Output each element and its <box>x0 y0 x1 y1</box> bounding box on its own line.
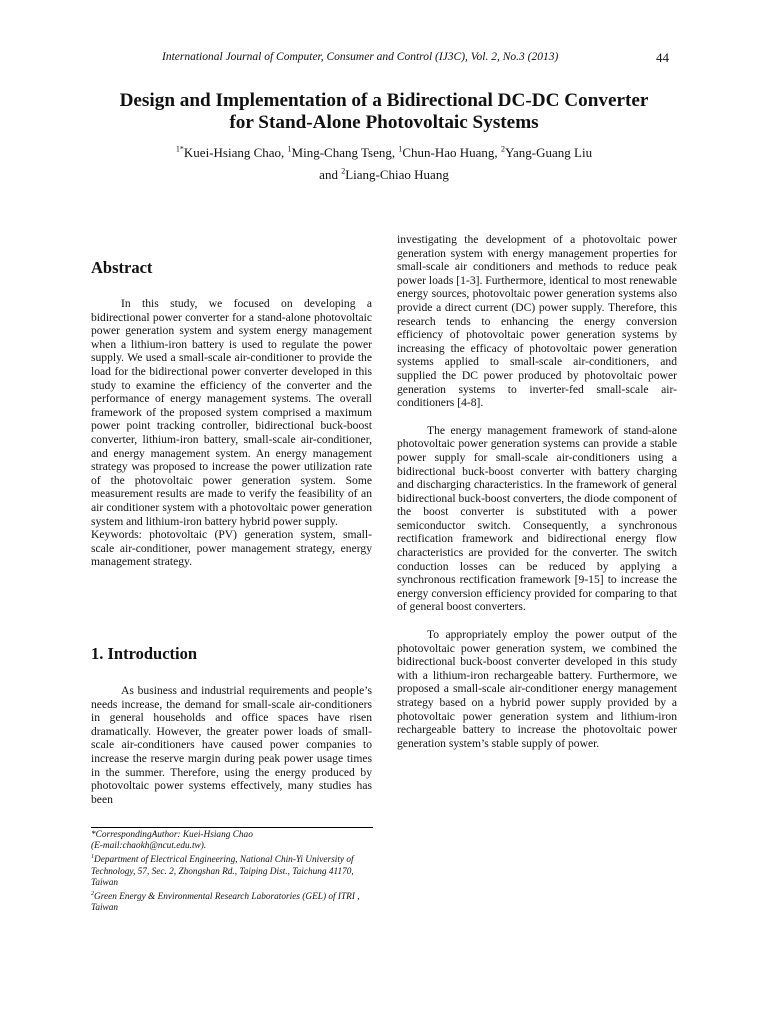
author-affiliation-mark: 2 <box>500 144 505 154</box>
author-affiliation-mark: 2 <box>341 166 346 176</box>
affiliation-text: Green Energy & Environmental Research Laboratories (GEL) of ITRI , Taiwan <box>91 892 360 914</box>
introduction-paragraph: The energy management framework of stand-alone photovoltaic power generation systems can provide a stable power supply for small-scale air-conditioners using a bidirectional buck-boost converter with battery charging and discharging characteristics. In the framework of general bidirectional buck-boost converters, the diode component of the boost converter is substituted with a power semiconductor switch. Consequently, a synchronous rectification framework and bidirectional energy flow characteristics are provided for the converter. The switch conduction losses can be reduced by applying a synchronous rectification framework [9-15] to increase the energy conversion efficiency provided for comparing to that of general boost converters. <box>397 423 677 614</box>
author-affiliation-mark: 1 <box>398 144 403 154</box>
introduction-right-column <box>397 233 677 750</box>
affiliation-2 <box>91 889 381 915</box>
title-line-1: Design and Implementation of a Bidirectional DC-DC Converter <box>119 90 649 111</box>
author-affiliation-mark: 1* <box>175 144 184 154</box>
affiliation-mark: 2 <box>91 891 94 898</box>
corresponding-author-email: (E-mail:chaokh@ncut.edu.tw). <box>91 841 207 852</box>
introduction-paragraph: As business and industrial requirements and people’s needs increase, the demand for small-scale air-conditioners in general households and office spaces have risen dramatically. However, the greater power loads of small-scale air-conditioners have caused power companies to increase the reserve margin during peak power usage times in the summer. Therefore, using the energy produced by photovoltaic power systems effectively, many studies has been <box>91 684 372 806</box>
title-line-2: for Stand-Alone Photovoltaic Systems <box>229 112 539 133</box>
author-name: Liang-Chiao Huang <box>345 167 449 182</box>
footnotes <box>91 830 381 915</box>
introduction-left-column <box>91 684 372 806</box>
abstract-text: In this study, we focused on developing a bidirectional power converter for a stand-alone photovoltaic power generation system and system energy management when a lithium-iron battery is used to regulate the power supply. We used a small-scale air-conditioner to provide the load for the bidirectional power converter developed in this study to examine the efficiency of the converter and the performance of energy management systems. The overall framework of the proposed system comprised a maximum power point tracking controller, bidirectional buck-boost converter, lithium-iron battery, small-scale air-conditioner, and energy management system. An energy management strategy was proposed to increase the power utilization rate of the photovoltaic power generation system. Some measurement results are made to verify the feasibility of an air conditioner system with a photovoltaic power generation system and lithium-iron battery hybrid power supply. <box>91 297 372 528</box>
affiliation-text: Department of Electrical Engineering, National Chin-Yi University of Technology, 57, Sec. 2, Zhongshan Rd., Taiping Dist., Taichung 41170, Taiwan <box>91 855 354 888</box>
abstract-body <box>91 297 372 569</box>
author-list <box>60 142 708 186</box>
journal-citation: International Journal of Computer, Consumer and Control (IJ3C), Vol. 2, No.3 (2013) <box>162 51 559 63</box>
paper-title <box>60 90 708 134</box>
footnote-rule <box>91 827 373 828</box>
running-header <box>0 50 768 70</box>
affiliation-1 <box>91 852 381 889</box>
author-name: Kuei-Hsiang Chao, <box>183 145 288 160</box>
author-name: Chun-Hao Huang, <box>402 145 501 160</box>
introduction-heading: 1. Introduction <box>91 644 198 663</box>
keywords: Keywords: photovoltaic (PV) generation system, small-scale air-conditioner, power management strategy, energy management strategy. <box>91 528 372 569</box>
author-conjunction: and <box>319 167 342 182</box>
author-line-2 <box>60 164 708 186</box>
corresponding-author-note: *CorrespondingAuthor: Kuei-Hsiang Chao <box>91 830 253 840</box>
introduction-paragraph: investigating the development of a photovoltaic power generation system with energy management properties for small-scale air conditioners and methods to reduce peak power loads [1-3]. Furthermore, identical to most renewable energy sources, photovoltaic power generation systems also provide a direct current (DC) power supply. Therefore, this research tends to enhancing the energy conversion efficiency of photovoltaic power generation systems by increasing the efficacy of photovoltaic power generation systems applied to small-scale air-conditioners, and supplied the DC power produced by photovoltaic power generation systems to inverter-fed small-scale air-conditioners [4-8]. <box>397 233 677 410</box>
page-number: 44 <box>656 50 669 65</box>
author-name: Yang-Guang Liu <box>504 145 593 160</box>
affiliation-mark: 1 <box>91 854 94 861</box>
introduction-paragraph: To appropriately employ the power output of the photovoltaic power generation system, we combined the bidirectional buck-boost converter developed in this study with a lithium-iron rechargeable battery. Furthermore, we proposed a small-scale air-conditioner energy management strategy based on a hybrid power supply provided by a photovoltaic power generation system and lithium-iron rechargeable battery to increase the photovoltaic power generation system’s stable supply of power. <box>397 628 677 750</box>
author-affiliation-mark: 1 <box>287 144 292 154</box>
author-name: Ming-Chang Tseng, <box>291 145 399 160</box>
abstract-heading: Abstract <box>91 258 153 277</box>
author-line-1 <box>60 142 708 164</box>
